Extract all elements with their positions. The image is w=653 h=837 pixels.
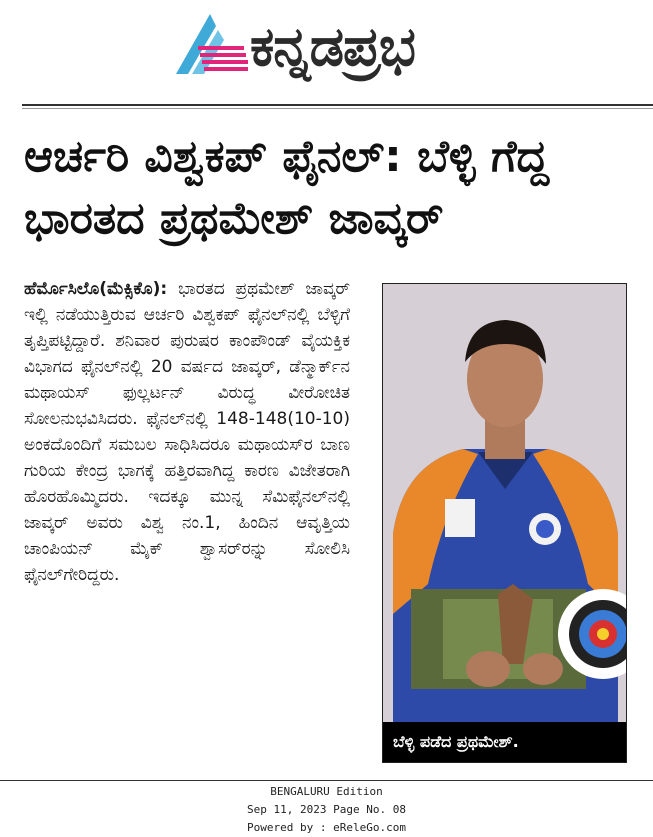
photo-caption: ಬೆಳ್ಳಿ ಪಡೆದ ಪ್ರಥಮೇಶ್. [383, 722, 626, 762]
article-photo [382, 283, 627, 763]
kannadaprabha-logo-icon [170, 12, 248, 78]
article-headline: ಆರ್ಚರಿ ವಿಶ್ವಕಪ್ ಫೈನಲ್: ಬೆಳ್ಳಿ ಗೆದ್ದ ಭಾರತದ ಪ್ರಥಮೇಶ್ ಜಾವ್ಕರ್ [24, 131, 549, 244]
footer-edition: BENGALURU Edition [270, 785, 383, 798]
footer-powered-by: Powered by : eReleGo.com [247, 821, 406, 834]
masthead [0, 0, 653, 100]
page-footer [0, 783, 653, 837]
footer-divider [0, 780, 653, 781]
masthead-divider [22, 104, 653, 106]
footer-date-page: Sep 11, 2023 Page No. 08 [247, 803, 406, 816]
article-dateline: ಹೆರ್ಮೊಸಿಲೊ(ಮೆಕ್ಸಿಕೊ): [24, 279, 168, 299]
archer-photo-illustration [383, 284, 627, 724]
article-body-text: ಭಾರತದ ಪ್ರಥಮೇಶ್ ಜಾವ್ಕರ್ ಇಲ್ಲಿ ನಡೆಯುತ್ತಿರುವ ಆರ್ಚರಿ ವಿಶ್ವಕಪ್ ಫೈನಲ್‌ನಲ್ಲಿ ಬೆಳ್ಳಿಗೆ ತೃಪ್ತಿಪಟ್ಟಿದ್ದಾರೆ. ಶನಿವಾರ ಪುರುಷರ ಕಾಂಪೌಂಡ್ ವೈಯಕ್ತಿಕ ವಿಭಾಗದ ಫೈನಲ್‌ನಲ್ಲಿ 20 ವರ್ಷದ ಜಾವ್ಕರ್, ಡೆನ್ಮಾರ್ಕ್‌ನ ಮಥಾಯಸ್ ಫುಲ್ಲರ್ಟನ್ ವಿರುದ್ಧ ವೀರೋಚಿತ ಸೋಲನುಭವಿಸಿದರು. ಫೈನಲ್‌ನಲ್ಲಿ 148-148(10-10) ಅಂಕದೊಂದಿಗೆ ಸಮಬಲ ಸಾಧಿಸಿದರೂ ಮಥಾಯಸ್‌ರ ಬಾಣ ಗುರಿಯ ಕೇಂದ್ರ ಭಾಗಕ್ಕೆ ಹತ್ತಿರವಾಗಿದ್ದ ಕಾರಣ ವಿಜೇತರಾಗಿ ಹೊರಹೊಮ್ಮಿದರು. ಇದಕ್ಕೂ ಮುನ್ನ ಸೆಮಿಫೈನಲ್‌ನಲ್ಲಿ ಜಾವ್ಕರ್ ಅವರು ವಿಶ್ವ ನಂ.1, ಹಿಂದಿನ ಆವೃತ್ತಿಯ ಚಾಂಪಿಯನ್ ಮೈಕ್ ಶ್ವಾಸರ್‌ರನ್ನು ಸೋಲಿಸಿ ಫೈನಲ್‌ಗೇರಿದ್ದರು. [24, 279, 350, 585]
masthead-title: ಕನ್ನಡಪ್ರಭ [250, 15, 415, 78]
article-body [24, 276, 350, 588]
masthead-divider-thin [22, 108, 653, 109]
